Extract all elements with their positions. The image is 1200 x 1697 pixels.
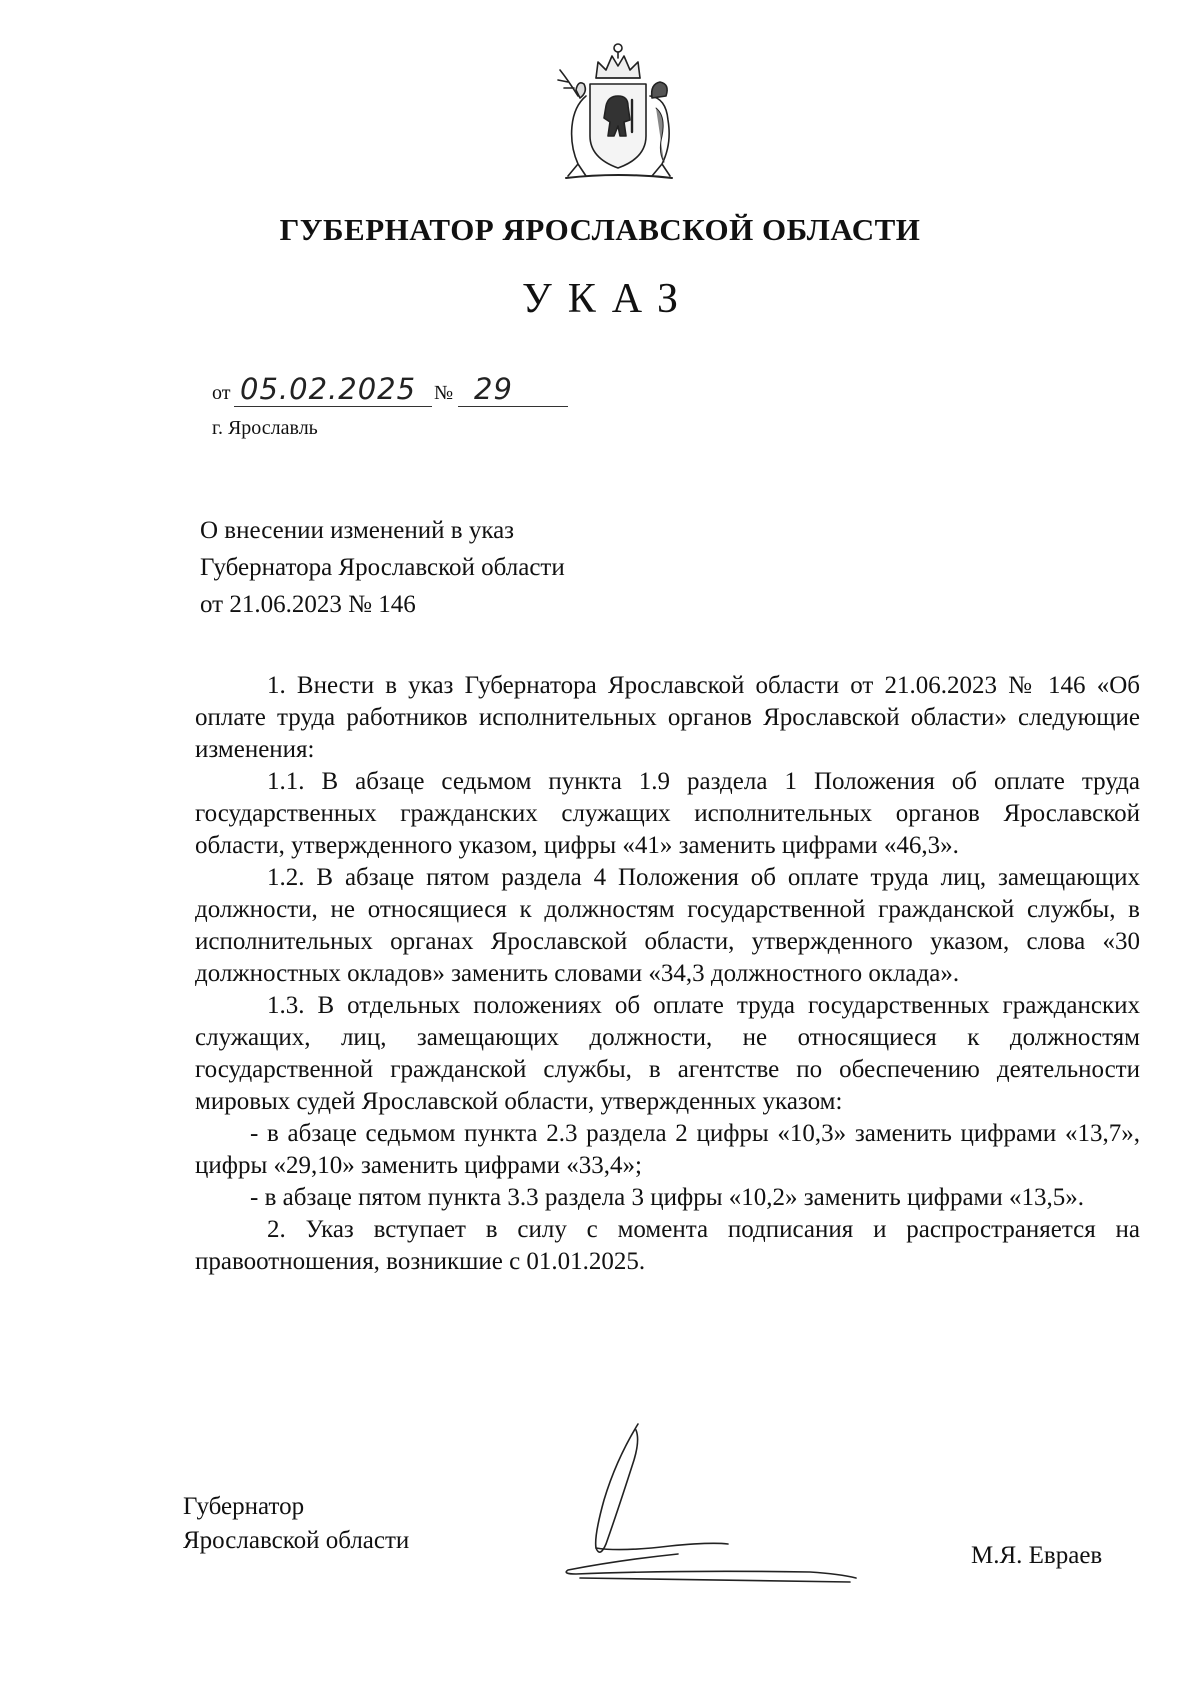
- paragraph-1-3: 1.3. В отдельных положениях об оплате труда государственных гражданских служащих, лиц, замещающих должности, не относящиеся к должностям государственной гражданской службы, в агентстве по обеспечению деятельности мировых судей Ярославской области, утвержденных указом:: [195, 992, 1140, 1115]
- paragraph-1-1: 1.1. В абзаце седьмом пункта 1.9 раздела 1 Положения об оплате труда государственных гражданских служащих исполнительных органов Ярославской области, утвержденного указом, цифры «41» заменить цифрами «46,3».: [195, 768, 1140, 859]
- city: г. Ярославль: [212, 417, 318, 439]
- paragraph-1-2: 1.2. В абзаце пятом раздела 4 Положения об оплате труда лиц, замещающих должности, не относящиеся к должностям государственной гражданской службы, в исполнительных органах Ярославской области, утвержденного указом, слова «30 должностных окладов» заменить словами «34,3 должностного оклада».: [195, 864, 1140, 987]
- signer-name: М.Я. Евраев: [971, 1542, 1103, 1569]
- signer-title-line: Губернатор: [183, 1493, 305, 1520]
- subject-line: от 21.06.2023 № 146: [200, 591, 416, 618]
- date-underline: [234, 406, 432, 407]
- date-number-line: [212, 372, 592, 409]
- subject-line: О внесении изменений в указ: [200, 517, 515, 544]
- decree-body: [195, 670, 1140, 1278]
- number-prefix: №: [434, 382, 454, 404]
- date-prefix: от: [212, 382, 231, 404]
- decree-subject: [200, 512, 565, 623]
- document-type: УКАЗ: [521, 276, 695, 322]
- signer-title: [183, 1490, 409, 1558]
- paragraph-2: 2. Указ вступает в силу с момента подписания и распространяется на правоотношения, возникшие с 01.01.2025.: [195, 1216, 1140, 1275]
- paragraph-1-3-item-2: - в абзаце пятом пункта 3.3 раздела 3 цифры «10,2» заменить цифрами «13,5».: [250, 1184, 1084, 1211]
- signer-title-line: Ярославской области: [183, 1527, 410, 1554]
- paragraph-1-3-item-1: - в абзаце седьмом пункта 2.3 раздела 2 цифры «10,3» заменить цифрами «13,7», цифры «29,10» заменить цифрами «33,4»;: [195, 1120, 1140, 1179]
- yaroslavl-oblast-coat-of-arms-icon: [538, 36, 698, 186]
- org-title: ГУБЕРНАТОР ЯРОСЛАВСКОЙ ОБЛАСТИ: [279, 212, 921, 247]
- paragraph-1: 1. Внести в указ Губернатора Ярославской области от 21.06.2023 № 146 «Об оплате труда работников исполнительных органов Ярославской области» следующие изменения:: [195, 672, 1140, 763]
- decree-date: 05.02.2025: [240, 372, 417, 406]
- handwritten-signature-icon: [560, 1420, 940, 1610]
- number-underline: [458, 406, 568, 407]
- decree-number: 29: [474, 372, 513, 406]
- subject-line: Губернатора Ярославской области: [200, 554, 565, 581]
